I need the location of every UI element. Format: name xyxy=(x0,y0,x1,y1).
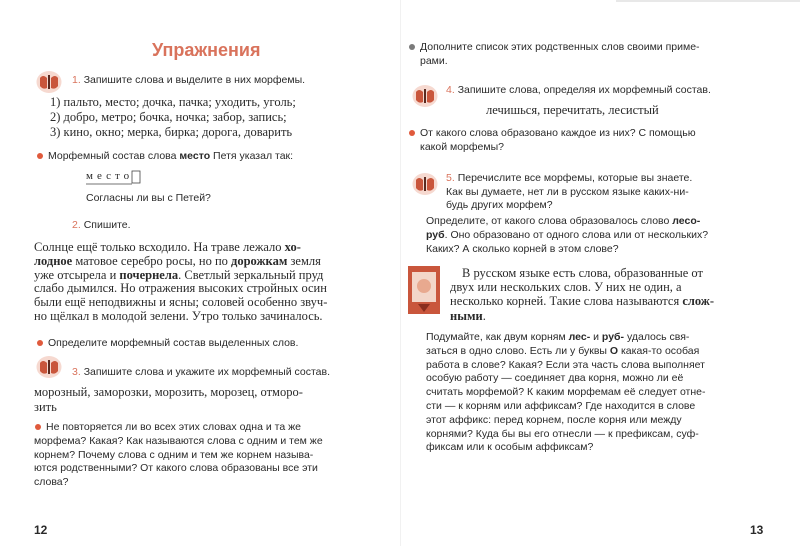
ex2-line: Солнце ещё только всходило. На траве лежало хо- xyxy=(34,240,301,254)
rule-book-icon xyxy=(406,264,442,316)
top-edge-line xyxy=(616,0,800,2)
exercise-3-line-1: морозный, заморозки, морозить, морозец, отморо- xyxy=(34,385,303,399)
exercise-1-line-2: 2) добро, метро; бочка, ночка; забор, запись; xyxy=(50,110,287,124)
ex2-line: уже отсырела и почернела. Светлый зеркальный пруд xyxy=(34,267,324,282)
final-paragraph: Подумайте, как двум корням лес- и руб- удалось свя- заться в одно слово. Есть ли у буквы О какая-то особая работа в слове? Какая? Если эта часть слова выполняет особую работу — соединяет два корня, можно ли её считать морфемой? К каким морфемам её следует отне- сти — к корням или аффиксам? Где находится в слове этот аффикс: перед корнем, после корня или между корнями? Куда бы вы его отнесли — к префиксам, суф- фиксам или к особым аффиксам? xyxy=(426,331,706,454)
write-hands-icon xyxy=(412,84,438,108)
morph-scheme-word: место xyxy=(86,170,134,182)
exercise-3-heading: 3. Запишите слова и укажите их морфемный состав. xyxy=(72,366,330,378)
write-hands-icon xyxy=(412,172,438,196)
ex2-line: но щёлкал в молодой зелени. Утро только зачиналось. xyxy=(34,308,323,323)
morph-question: Согласны ли вы с Петей? xyxy=(86,192,211,204)
exercise-3-line-2: зить xyxy=(34,400,57,414)
page-divider xyxy=(400,0,401,546)
exercise-4-heading: 4. Запишите слова, определяя их морфемный состав. xyxy=(446,84,711,96)
exercise-2-heading: 2. Спишите. xyxy=(72,219,131,231)
exercise-2-task: Определите морфемный состав выделенных слов. xyxy=(48,337,299,349)
ex2-line: были ещё неподвижны и ясны; соловей особенно звуч- xyxy=(34,295,328,310)
morph-scheme xyxy=(86,168,144,186)
exercise-4-question: От какого слова образовано каждое из них? С помощью какой морфемы? xyxy=(420,127,780,154)
intro-block: Дополните список этих родственных слов своими приме- рами. xyxy=(420,41,780,68)
page-number-left: 12 xyxy=(34,523,48,537)
morph-note: Морфемный состав слова место Петя указал так: xyxy=(48,150,294,162)
ex2-line: слабо дымился. Но отражения высоких стройных осин xyxy=(34,281,327,296)
write-hands-icon xyxy=(36,355,62,379)
exercise-1-line-3: 3) кино, окно; мерка, бирка; дорога, доварить xyxy=(50,125,293,139)
exercise-1-heading: 1. Запишите слова и выделите в них морфемы. xyxy=(72,74,306,86)
write-hands-icon xyxy=(36,70,62,94)
exercise-2-text xyxy=(34,241,390,324)
page-number-right: 13 xyxy=(750,523,764,537)
exercise-1-line-1: 1) пальто, место; дочка, пачка; уходить, уголь; xyxy=(50,95,296,109)
page-title: Упражнения xyxy=(152,40,261,60)
question-block: Не повторяется ли во всех этих словах одна и та же морфема? Какая? Как называются слова с одним и тем же корнем? Почему слова с одним и тем же корнем называ- ются родственными? От какого слова образованы все эти слова? xyxy=(46,421,396,490)
ex2-line: лодное матовое серебро росы, но по дорожкам земля xyxy=(34,253,321,268)
morph-scheme-marks xyxy=(86,168,144,186)
exercise-5-heading: 5. Перечислите все морфемы, которые вы знаете. Как вы думаете, нет ли в русском языке каких-ни- будь других морфем? xyxy=(446,172,693,211)
exercise-4-words: лечишься, перечитать, лесистый xyxy=(486,103,659,117)
exercise-5-task: Определите, от какого слова образовалось слово лесо- руб. Оно образовано от одного слова или от нескольких? Каких? А сколько корней в этом слове? xyxy=(426,215,709,255)
rule-info: В русском языке есть слова, образованные от двух или нескольких слов. У них не один, а несколько корней. Такие слова называются слож- ными. xyxy=(450,266,715,323)
